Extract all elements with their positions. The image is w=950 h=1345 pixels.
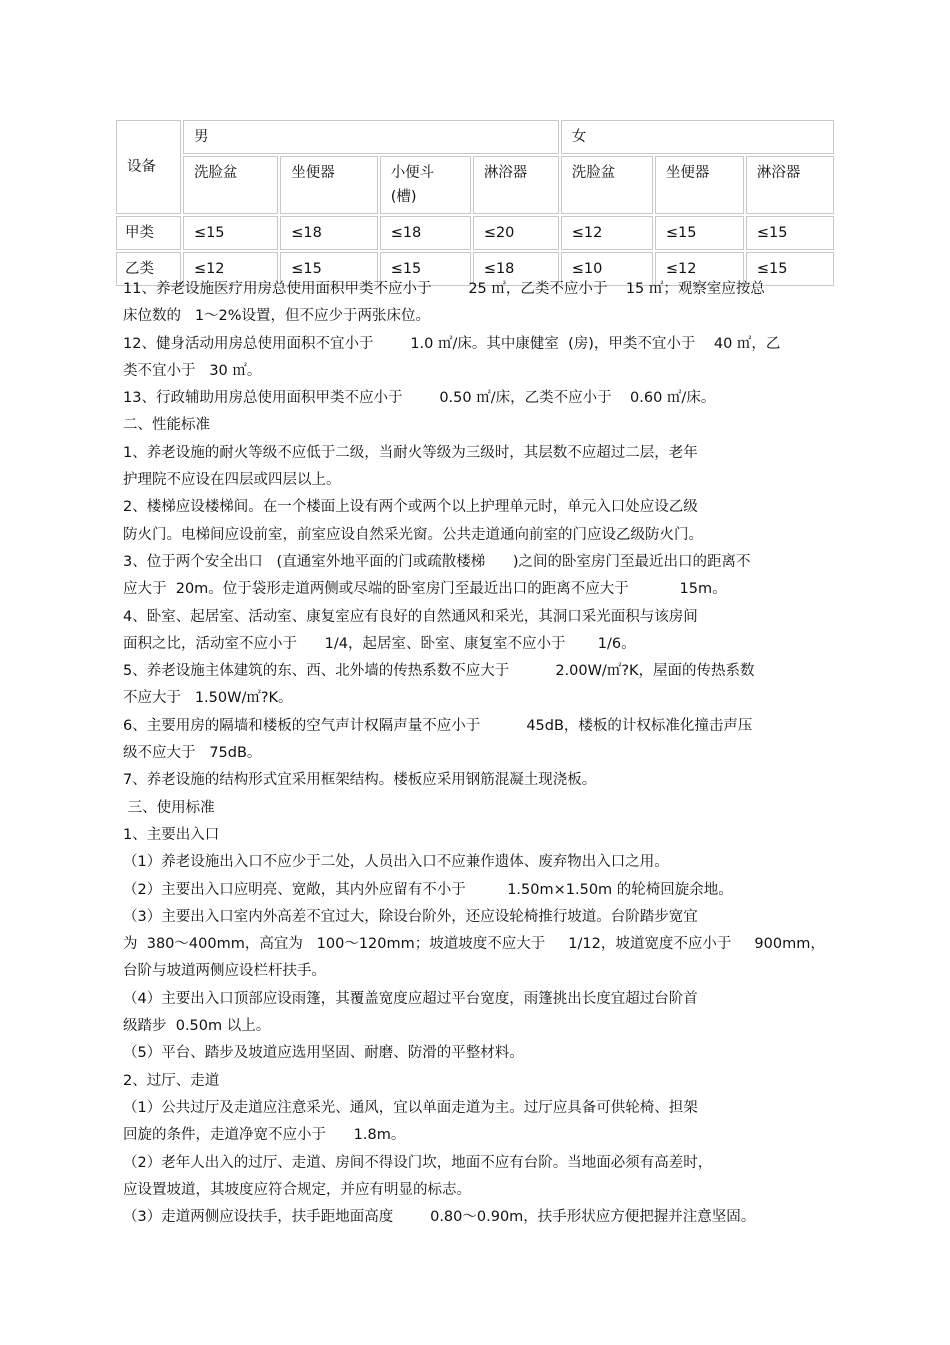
column-header: 洗脸盆 xyxy=(561,156,653,214)
table-cell: ≤15 xyxy=(280,252,377,286)
text-line: 5、养老设施主体建筑的东、西、北外墙的传热系数不应大于 2.00W/㎡?K，屋面的传热系数 xyxy=(123,663,755,680)
table-cell: ≤15 xyxy=(380,252,471,286)
table-cell: ≤18 xyxy=(280,216,377,250)
text-line: 7、养老设施的结构形式宜采用框架结构。楼板应采用钢筋混凝土现浇板。 xyxy=(123,772,597,789)
text-line: （3）主要出入口室内外高差不宜过大，除设台阶外，还应设轮椅推行坡道。台阶踏步宽宜 xyxy=(123,908,698,925)
text-line: 回旋的条件，走道净宽不应小于 1.8m。 xyxy=(123,1127,406,1144)
text-line: 类不宜小于 30 ㎡。 xyxy=(123,362,262,379)
text-line: 面积之比，活动室不应小于 1/4，起居室、卧室、康复室不应小于 1/6。 xyxy=(123,635,636,652)
table-cell: ≤10 xyxy=(561,252,653,286)
table-cell: ≤18 xyxy=(473,252,559,286)
text-line: （2）主要出入口应明亮、宽敞，其内外应留有不小于 1.50m×1.50m 的轮椅回旋余地。 xyxy=(123,881,733,898)
text-line: 护理院不应设在四层或四层以上。 xyxy=(123,472,341,489)
column-header xyxy=(380,156,471,214)
text-line: 11、养老设施医疗用房总使用面积甲类不应小于 25 ㎡，乙类不应小于 15 ㎡；观察室应按总 xyxy=(123,281,765,297)
text-line: 3、位于两个安全出口 (直通室外地平面的门或疏散楼梯 )之间的卧室房门至最近出口的距离不 xyxy=(123,553,751,570)
text-line: 6、主要用房的隔墙和楼板的空气声计权隔声量不应小于 45dB，楼板的计权标准化撞击声压 xyxy=(123,717,753,734)
column-header: 坐便器 xyxy=(655,156,744,214)
text-line: 13、行政辅助用房总使用面积甲类不应小于 0.50 ㎡/床，乙类不应小于 0.60 ㎡/床。 xyxy=(123,390,716,407)
subsection-heading: 1、主要出入口 xyxy=(123,826,220,843)
table-cell: ≤15 xyxy=(746,252,834,286)
text-line: 防火门。电梯间应设前室，前室应设自然采光窗。公共走道通向前室的门应设乙级防火门。 xyxy=(123,526,703,543)
text-line: 为 380～400mm，高宜为 100～120mm；坡道坡度不应大于 1/12，坡道宽度不应小于 900mm， xyxy=(123,936,825,953)
text-line: 2、楼梯应设楼梯间。在一个楼面上设有两个或两个以上护理单元时，单元入口处应设乙级 xyxy=(123,499,698,516)
table-cell: ≤12 xyxy=(561,216,653,250)
table-subheader-row xyxy=(116,156,834,214)
text-line: （2）老年人出入的过厅、走道、房间不得设门坎，地面不应有台阶。当地面必须有高差时， xyxy=(123,1154,713,1171)
table-cell: ≤15 xyxy=(746,216,834,250)
text-line: 台阶与坡道两侧应设栏杆扶手。 xyxy=(123,963,326,980)
subsection-heading: 2、过厅、走道 xyxy=(123,1072,220,1089)
column-header: 淋浴器 xyxy=(746,156,834,214)
group-header-female: 女 xyxy=(561,120,834,154)
table-cell: ≤18 xyxy=(380,216,471,250)
text-line: 12、健身活动用房总使用面积不宜小于 1.0 ㎡/床。其中康健室 (房)，甲类不宜小于 40 ㎡，乙 xyxy=(123,335,781,352)
body-text xyxy=(123,276,848,1231)
text-line: 应设置坡道，其坡度应符合规定，并应有明显的标志。 xyxy=(123,1181,471,1198)
text-line: （5）平台、踏步及坡道应选用坚固、耐磨、防滑的平整材料。 xyxy=(123,1045,524,1062)
table-header-row xyxy=(116,120,834,154)
section-heading: 二、性能标准 xyxy=(123,417,210,434)
text-line: 4、卧室、起居室、活动室、康复室应有良好的自然通风和采光，其洞口采光面积与该房间 xyxy=(123,608,698,625)
text-line: （1）公共过厅及走道应注意采光、通风，宜以单面走道为主。过厅应具备可供轮椅、担架 xyxy=(123,1099,698,1116)
table-cell: ≤15 xyxy=(183,216,278,250)
text-line: 1、养老设施的耐火等级不应低于二级，当耐火等级为三级时，其层数不应超过二层，老年 xyxy=(123,444,698,461)
column-header-label: 小便斗 xyxy=(390,165,435,181)
table-corner-cell: 设备 xyxy=(116,120,181,214)
table-row xyxy=(116,216,834,250)
table-cell: ≤15 xyxy=(655,216,744,250)
text-line: 不应大于 1.50W/㎡?K。 xyxy=(123,690,293,707)
group-header-male: 男 xyxy=(183,120,559,154)
text-line: 床位数的 1～2%设置，但不应少于两张床位。 xyxy=(123,308,431,325)
table-cell: ≤12 xyxy=(655,252,744,286)
fixture-ratio-table xyxy=(114,118,836,288)
column-header: 坐便器 xyxy=(280,156,377,214)
column-header: 洗脸盆 xyxy=(183,156,278,214)
table-cell: ≤12 xyxy=(183,252,278,286)
text-line: （4）主要出入口顶部应设雨篷，其覆盖宽度应超过平台宽度，雨篷挑出长度宜超过台阶首 xyxy=(123,990,698,1007)
table-cell: ≤20 xyxy=(473,216,559,250)
text-line: （1）养老设施出入口不应少于二处，人员出入口不应兼作遗体、废弃物出入口之用。 xyxy=(123,854,669,871)
text-line: 级不应大于 75dB。 xyxy=(123,745,262,762)
text-line: 级踏步 0.50m 以上。 xyxy=(123,1018,271,1035)
text-line: （3）走道两侧应设扶手，扶手距地面高度 0.80～0.90m，扶手形状应方便把握并注意坚固。 xyxy=(123,1209,756,1226)
row-label: 乙类 xyxy=(116,252,181,286)
column-header-note: (槽) xyxy=(390,189,417,205)
text-line: 应大于 20m。位于袋形走道两侧或尽端的卧室房门至最近出口的距离不应大于 15m。 xyxy=(123,581,727,598)
section-heading: 三、使用标准 xyxy=(123,799,215,816)
row-label: 甲类 xyxy=(116,216,181,250)
column-header: 淋浴器 xyxy=(473,156,559,214)
